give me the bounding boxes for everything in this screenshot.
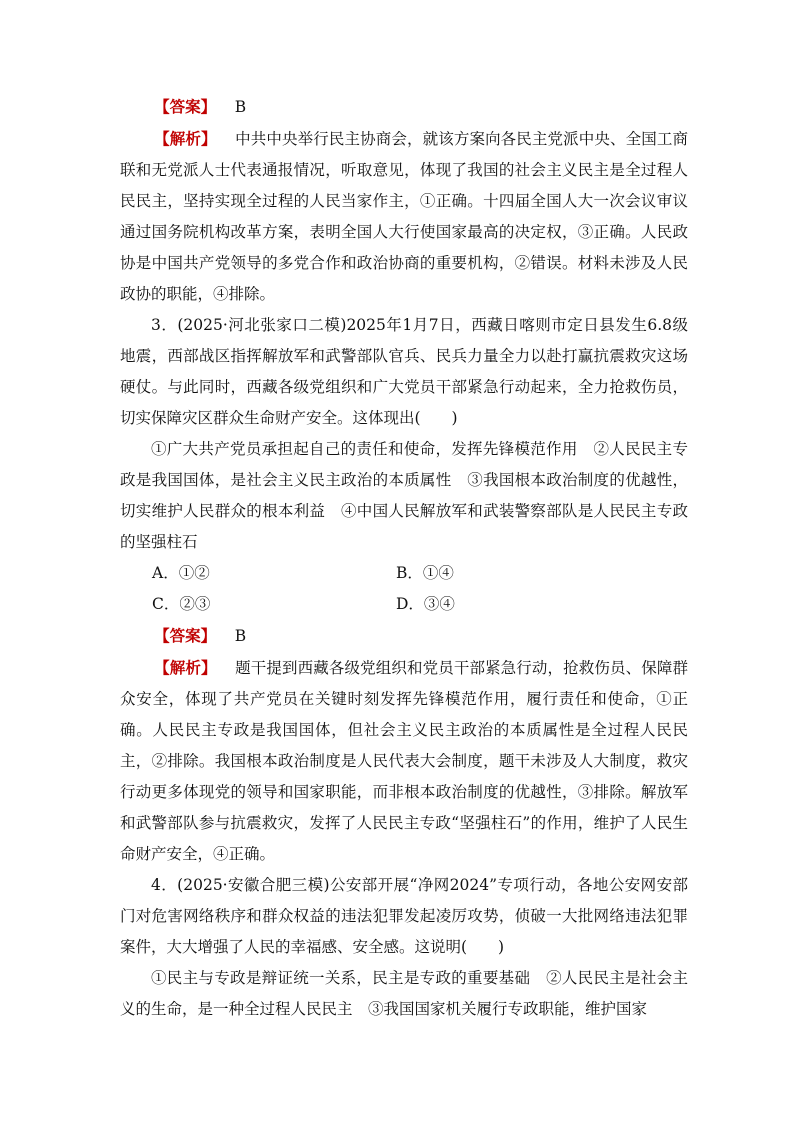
page-content xyxy=(120,91,688,1025)
question-3-stem: 3．(2025·河北张家口二模)2025年1月7日，西藏日喀则市定日县发生6.8级地震，西部战区指挥解放军和武警部队官兵、民兵力量全力以赴打赢抗震救灾这场硬仗。与此同时，西藏各级党组织和广大党员干部紧急行动起来，全力抢救伤员，切实保障灾区群众生命财产安全。这体现出( ) xyxy=(120,316,688,427)
answer-value: B xyxy=(234,98,247,116)
question-3-options xyxy=(120,558,688,620)
question-4-stem: 4．(2025·安徽合肥三模)公安部开展“净网2024”专项行动，各地公安网安部门对危害网络秩序和群众权益的违法犯罪发起凌厉攻势，侦破一大批网络违法犯罪案件，大大增强了人民的幸福感、安全感。这说明( ) xyxy=(120,876,688,956)
answer-value: B xyxy=(234,627,247,645)
answer-tag: 【答案】 xyxy=(154,97,217,116)
question-4-statements: ①民主与专政是辩证统一关系，民主是专政的重要基础 ②人民民主是社会主义的生命，是一种全过程人民民主 ③我国国家机关履行专政职能，维护国家 xyxy=(120,969,688,1018)
analysis-text: 题干提到西藏各级党组织和党员干部紧急行动，抢救伤员、保障群众安全，体现了共产党员在关键时刻发挥先锋模范作用，履行责任和使命，①正确。人民民主专政是我国国体，但社会主义民主政治的本质属性是全过程人民民主，②排除。我国根本政治制度是人民代表大会制度，题干未涉及人大制度，救灾行动更多体现党的领导和国家职能，而非根本政治制度的优越性，③排除。解放军和武警部队参与抗震救灾，发挥了人民民主专政“坚强柱石”的作用，维护了人民生命财产安全，④正确。 xyxy=(120,659,688,863)
answer-line-q3 xyxy=(120,620,688,652)
analysis-text: 中共中央举行民主协商会，就该方案向各民主党派中央、全国工商联和无党派人士代表通报情况，听取意见，体现了我国的社会主义民主是全过程人民民主，坚持实现全过程的人民当家作主，①正确。十四届全国人大一次会议审议通过国务院机构改革方案，表明全国人大行使国家最高的决定权，③正确。人民政协是中国共产党领导的多党合作和政治协商的重要机构，②错误。材料未涉及人民政协的职能，④排除。 xyxy=(120,130,688,303)
analysis-tag: 【解析】 xyxy=(154,129,217,148)
answer-tag: 【答案】 xyxy=(154,626,217,645)
option-d: D．③④ xyxy=(396,595,455,613)
option-b: B．①④ xyxy=(396,564,454,582)
analysis-q2 xyxy=(120,123,688,310)
question-3-statements: ①广大共产党员承担起自己的责任和使命，发挥先锋模范作用 ②人民民主专政是我国国体，是社会主义民主政治的本质属性 ③我国根本政治制度的优越性，切实维护人民群众的根本利益 ④中国人民解放军和武装警察部队是人民民主专政的坚强柱石 xyxy=(120,440,688,551)
analysis-q3 xyxy=(120,652,688,870)
analysis-tag: 【解析】 xyxy=(154,658,217,677)
option-c: C．②③ xyxy=(152,595,211,613)
option-a: A．①② xyxy=(152,564,210,582)
answer-line-q2 xyxy=(120,91,688,123)
